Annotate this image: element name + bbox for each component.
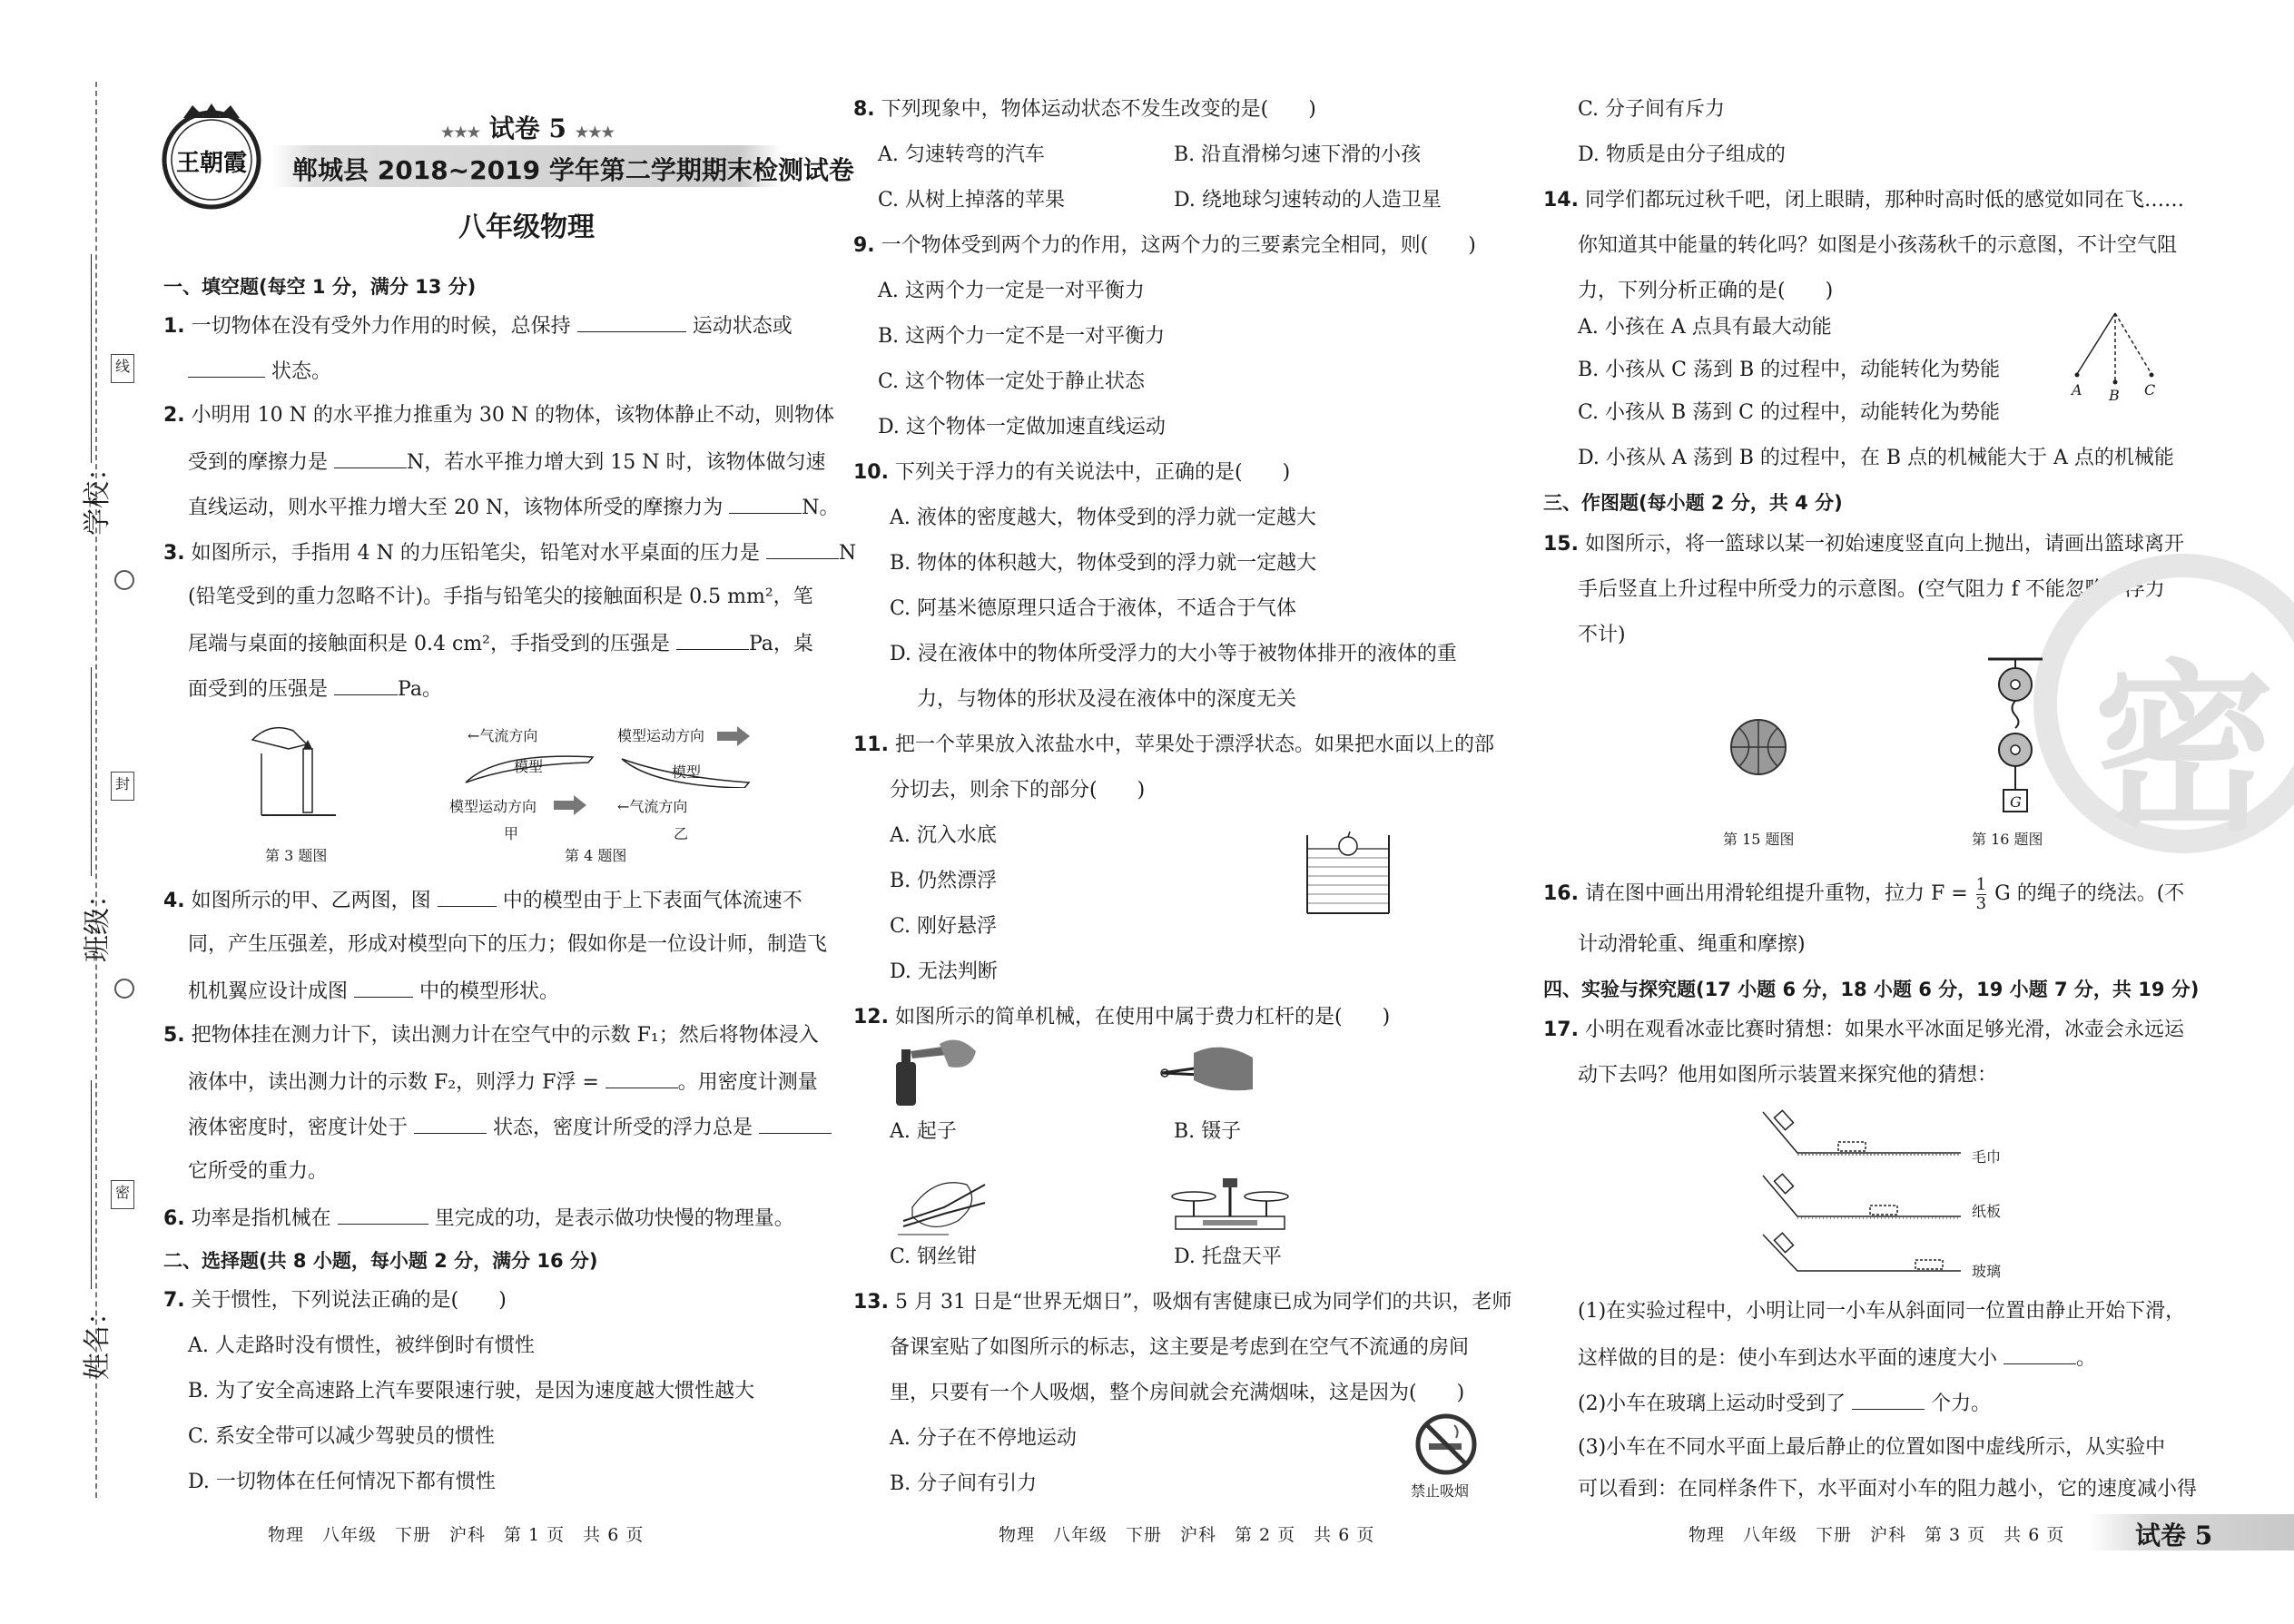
brand-logo	[156, 102, 267, 212]
question-9: 9. 一个物体受到两个力的作用，这两个力的三要素完全相同，则( )	[853, 234, 1476, 257]
school-label: 学校：	[82, 454, 113, 536]
surface-towel: 毛巾	[1972, 1148, 2002, 1166]
question-14-option-b: B. 小孩从 C 荡到 B 的过程中，动能转化为势能	[1578, 359, 2001, 381]
figure-12-tweezers	[1157, 1035, 1257, 1111]
question-11-option-b: B. 仍然漂浮	[890, 870, 998, 892]
question-7-option-b: B. 为了安全高速路上汽车要限速行驶，是因为速度越大惯性越大	[188, 1380, 755, 1403]
question-11-option-d: D. 无法判断	[890, 960, 998, 983]
question-14-line3: 力，下列分析正确的是( )	[1578, 280, 1834, 302]
question-10-option-d1: D. 浸在液体中的物体所受浮力的大小等于被物体排开的液体的重	[890, 643, 1457, 665]
question-8-option-a: A. 匀速转弯的汽车	[878, 143, 1045, 166]
question-1-line1: 1. 一切物体在没有受外力作用的时候，总保持 运动状态或	[163, 311, 793, 340]
fig4-label-jia: 甲	[504, 825, 519, 842]
question-17-part3-line2: 可以看到：在同样条件下，水平面对小车的阻力越小，它的速度减小得	[1578, 1478, 2198, 1501]
figure-16-weight-label: G	[2010, 793, 2022, 811]
school-blank	[91, 254, 92, 463]
class-blank	[91, 667, 92, 876]
question-10-option-b: B. 物体的体积越大，物体受到的浮力就一定越大	[890, 552, 1317, 575]
seal-mark-2: 封	[111, 772, 134, 801]
question-2-line1: 2. 小明用 10 N 的水平推力推重为 30 N 的物体，该物体静止不动，则物体	[163, 404, 835, 427]
fig4-label-yi: 乙	[674, 825, 689, 842]
question-1-line2: 状态。	[188, 357, 331, 386]
question-number: 11.	[853, 733, 889, 756]
footer-page-3: 物理 八年级 下册 沪科 第 3 页 共 6 页	[1689, 1525, 2065, 1545]
figure-12-balance	[1167, 1171, 1294, 1247]
question-6-line1: 6. 功率是指机械在 里完成的功，是表示做功快慢的物理量。	[163, 1204, 794, 1233]
class-label: 班级：	[82, 881, 113, 962]
answer-blank[interactable]	[354, 977, 413, 998]
question-11-line1: 11. 把一个苹果放入浓盐水中，苹果处于漂浮状态。如果把水面以上的部	[853, 733, 1494, 756]
question-8-option-c: C. 从树上掉落的苹果	[878, 189, 1066, 212]
question-3-line3: 尾端与桌面的接触面积是 0.4 cm²，手指受到的压强是 Pa，桌	[188, 629, 813, 658]
question-17-line2: 动下去吗？他用如图所示装置来探究他的猜想：	[1578, 1064, 1998, 1087]
question-15-line2: 手后竖直上升过程中所受力的示意图。(空气阻力 f 不能忽略，浮力	[1578, 578, 2165, 601]
question-17-part2: (2)小车在玻璃上运动时受到了 个力。	[1578, 1389, 1991, 1418]
figure-12-pliers	[894, 1166, 994, 1252]
series-stars-left: ★★★	[441, 123, 481, 141]
exam-title: 郸城县 2018~2019 学年第二学期期末检测试卷	[292, 155, 854, 185]
section-drawing: 三、作图题(每小题 2 分，共 4 分)	[1543, 492, 1843, 514]
question-number: 6.	[163, 1207, 185, 1230]
question-12-option-b: B. 镊子	[1174, 1120, 1242, 1143]
question-17-line1: 17. 小明在观看冰壶比赛时猜想：如果水平冰面足够光滑，冰壶会永远运	[1543, 1019, 2184, 1041]
question-number: 14.	[1543, 189, 1579, 212]
question-14-option-c: C. 小孩从 B 荡到 C 的过程中，动能转化为势能	[1578, 401, 2001, 424]
question-11-line2: 分切去，则余下的部分( )	[890, 779, 1146, 802]
question-number: 2.	[163, 404, 185, 427]
question-number: 5.	[163, 1024, 185, 1047]
fig4-model-motion-2: 模型运动方向	[449, 798, 537, 815]
fig4-air-direction-1: ←气流方向	[468, 727, 538, 744]
figure-4-caption: 第 4 题图	[565, 847, 627, 864]
figure-12-bottle-opener	[885, 1035, 985, 1111]
question-8: 8. 下列现象中，物体运动状态不发生改变的是( )	[853, 98, 1316, 121]
question-5-line1: 5. 把物体挂在测力计下，读出测力计在空气中的示数 F₁；然后将物体浸入	[163, 1024, 819, 1047]
question-10: 10. 下列关于浮力的有关说法中，正确的是( )	[853, 461, 1291, 484]
swing-point-a: A	[2072, 381, 2082, 399]
fig4-model-label-1: 模型	[514, 758, 544, 775]
question-10-option-a: A. 液体的密度越大，物体受到的浮力就一定越大	[890, 507, 1316, 529]
question-17-part1-line2: 这样做的目的是：使小车到达水平面的速度大小 。	[1578, 1343, 2096, 1373]
answer-blank[interactable]	[414, 1113, 487, 1134]
answer-blank[interactable]	[605, 1068, 678, 1088]
question-number: 13.	[853, 1291, 889, 1314]
fig4-model-motion-1: 模型运动方向	[617, 727, 705, 744]
question-number: 15.	[1543, 533, 1579, 556]
question-10-option-c: C. 阿基米德原理只适合于液体，不适合于气体	[890, 597, 1297, 620]
question-8-option-b: B. 沿直滑梯匀速下滑的小孩	[1174, 143, 1422, 166]
question-9-option-d: D. 这个物体一定做加速直线运动	[878, 416, 1166, 438]
stamp-character: 密	[2092, 645, 2275, 856]
swing-point-c: C	[2144, 381, 2156, 399]
section-fill-in: 一、填空题(每空 1 分，满分 13 分)	[163, 276, 477, 298]
question-7-option-d: D. 一切物体在任何情况下都有惯性	[188, 1471, 496, 1493]
surface-glass: 玻璃	[1972, 1263, 2002, 1280]
logo-text: 王朝霞	[175, 150, 248, 177]
question-5-line4: 它所受的重力。	[188, 1160, 329, 1183]
question-11-option-c: C. 刚好悬浮	[890, 915, 998, 938]
question-15-line1: 15. 如图所示，将一篮球以某一初始速度竖直向上抛出，请画出篮球离开	[1543, 533, 2184, 556]
name-label: 姓名：	[82, 1298, 113, 1380]
fraction-denominator: 3	[1975, 893, 1987, 913]
question-14-option-d: D. 小孩从 A 荡到 B 的过程中，在 B 点的机械能大于 A 点的机械能	[1578, 447, 2174, 469]
question-number: 1.	[163, 315, 185, 338]
question-13-option-b: B. 分子间有引力	[890, 1472, 1038, 1495]
section-choice: 二、选择题(共 8 小题，每小题 2 分，满分 16 分)	[163, 1250, 598, 1272]
question-9-option-a: A. 这两个力一定是一对平衡力	[878, 280, 1145, 302]
seal-mark-3: 密	[111, 1180, 134, 1209]
question-number: 3.	[163, 542, 185, 565]
question-13-line2: 备课室贴了如图所示的标志，这主要是考虑到在空气不流通的房间	[890, 1336, 1470, 1359]
figure-15-basketball	[1728, 717, 1788, 781]
question-11-option-a: A. 沉入水底	[890, 824, 997, 847]
question-14-line1: 14. 同学们都玩过秋千吧，闭上眼睛，那种时高时低的感觉如同在飞……	[1543, 189, 2184, 212]
question-13-option-c: C. 分子间有斥力	[1578, 98, 1726, 121]
answer-blank[interactable]	[438, 886, 497, 907]
question-12: 12. 如图所示的简单机械，在使用中属于费力杠杆的是( )	[853, 1006, 1391, 1029]
figure-16-caption: 第 16 题图	[1972, 831, 2043, 848]
question-14-line2: 你知道其中能量的转化吗？如图是小孩荡秋千的示意图，不计空气阻	[1578, 234, 2178, 257]
question-number: 4.	[163, 890, 185, 912]
fig4-arrow-right-1	[717, 726, 750, 750]
question-8-option-d: D. 绕地球匀速转动的人造卫星	[1174, 189, 1442, 212]
question-12-option-a: A. 起子	[890, 1120, 957, 1143]
fraction-numerator: 1	[1975, 874, 1987, 894]
subject-title: 八年级物理	[458, 212, 595, 243]
question-13-line3: 里，只要有一个人吸烟，整个房间就会充满烟味，这是因为( )	[890, 1382, 1465, 1404]
question-number: 8.	[853, 98, 875, 121]
answer-blank[interactable]	[676, 629, 749, 650]
exam-series	[441, 109, 615, 145]
answer-blank[interactable]	[334, 674, 398, 695]
question-16-line2: 计动滑轮重、绳重和摩擦)	[1578, 933, 1806, 956]
answer-blank[interactable]	[1852, 1389, 1925, 1410]
surface-cardboard: 纸板	[1972, 1203, 2002, 1220]
answer-blank[interactable]	[766, 538, 839, 559]
answer-blank[interactable]	[729, 493, 802, 514]
question-13-line1: 13. 5 月 31 日是“世界无烟日”，吸烟有害健康已成为同学们的共识，老师	[853, 1291, 1512, 1314]
question-13-option-d: D. 物质是由分子组成的	[1578, 143, 1786, 166]
question-number: 12.	[853, 1006, 889, 1029]
question-17-part3-line1: (3)小车在不同水平面上最后静止的位置如图中虚线所示，从实验中	[1578, 1436, 2166, 1459]
answer-blank[interactable]	[334, 448, 407, 468]
question-7-option-a: A. 人走路时没有惯性，被绊倒时有惯性	[188, 1334, 535, 1357]
figure-17-slopes	[1761, 1098, 1970, 1284]
fig4-arrow-right-2	[554, 795, 586, 819]
no-smoking-sign	[1414, 1412, 1478, 1480]
figure-11-beaker	[1303, 826, 1393, 920]
question-2-line2: 受到的摩擦力是 N，若水平推力增大到 15 N 时，该物体做匀速	[188, 448, 826, 477]
seal-mark-1: 线	[111, 354, 134, 383]
footer-page-2: 物理 八年级 下册 沪科 第 2 页 共 6 页	[999, 1525, 1375, 1545]
fraction-one-third	[1976, 876, 1986, 913]
question-number: 17.	[1543, 1019, 1579, 1041]
question-number: 10.	[853, 461, 889, 484]
question-16-line1: 16. 请在图中画出用滑轮组提升重物，拉力 F = $\frac{1}{3}$ G 的绳子的绕法。(不	[1543, 874, 2185, 913]
no-smoking-label: 禁止吸烟	[1411, 1482, 1470, 1500]
answer-blank[interactable]	[188, 357, 265, 378]
question-number: 16.	[1543, 882, 1579, 905]
question-13-option-a: A. 分子在不停地运动	[890, 1427, 1077, 1450]
question-3-line2: (铅笔受到的重力忽略不计)。手指与铅笔尖的接触面积是 0.5 mm²，笔	[188, 586, 813, 608]
question-3-line1: 3. 如图所示，手指用 4 N 的力压铅笔尖，铅笔对水平桌面的压力是 N	[163, 538, 856, 567]
question-9-option-b: B. 这两个力一定不是一对平衡力	[878, 325, 1166, 348]
series-stars-right: ★★★	[575, 123, 615, 141]
question-7-option-c: C. 系安全带可以减少驾驶员的惯性	[188, 1425, 496, 1448]
question-10-option-d2: 力，与物体的形状及浸在液体中的深度无关	[917, 688, 1297, 711]
footer-page-1: 物理 八年级 下册 沪科 第 1 页 共 6 页	[268, 1525, 645, 1545]
figure-15-caption: 第 15 题图	[1723, 831, 1795, 848]
question-number: 7.	[163, 1289, 185, 1312]
footer-exam-tag: 试卷 5	[2135, 1521, 2213, 1550]
binding-hole-1	[114, 570, 134, 590]
question-2-line3: 直线运动，则水平推力增大至 20 N，该物体所受的摩擦力为 N。	[188, 493, 840, 522]
question-7: 7. 关于惯性，下列说法正确的是( )	[163, 1289, 507, 1312]
answer-blank[interactable]	[577, 311, 686, 332]
question-3-line4: 面受到的压强是 Pa。	[188, 674, 442, 704]
binding-hole-2	[114, 979, 134, 999]
swing-point-b: B	[2109, 387, 2120, 404]
section-experiment: 四、实验与探究题(17 小题 6 分，18 小题 6 分，19 小题 7 分，共 19 分)	[1543, 979, 2200, 1000]
name-blank	[91, 1080, 92, 1289]
question-15-line3: 不计)	[1578, 624, 1626, 646]
question-4-line2: 同，产生压强差，形成对模型向下的压力；假如你是一位设计师，制造飞	[188, 933, 828, 956]
question-4-line1: 4. 如图所示的甲、乙两图，图 中的模型由于上下表面气体流速不	[163, 886, 802, 915]
fig4-air-direction-2: ←气流方向	[617, 798, 688, 815]
answer-blank[interactable]	[338, 1204, 428, 1225]
question-number: 9.	[853, 234, 875, 257]
figure-3-caption: 第 3 题图	[265, 847, 328, 864]
fig4-model-label-2: 模型	[672, 763, 702, 781]
question-4-line3: 机机翼应设计成图 中的模型形状。	[188, 977, 559, 1006]
question-5-line2: 液体中，读出测力计的示数 F₂，则浮力 F浮 = 。用密度计测量	[188, 1068, 818, 1097]
figure-3-pencil	[234, 717, 343, 839]
series-label: 试卷 5	[488, 113, 567, 143]
question-12-option-c: C. 钢丝钳	[890, 1245, 978, 1268]
binding-line	[95, 82, 97, 1498]
answer-blank[interactable]	[2004, 1343, 2076, 1364]
question-17-part1-line1: (1)在实验过程中，小明让同一小车从斜面同一位置由静止开始下滑，	[1578, 1300, 2186, 1323]
question-5-line3: 液体密度时，密度计处于 状态，密度计所受的浮力总是	[188, 1113, 832, 1142]
answer-blank[interactable]	[759, 1113, 832, 1134]
question-12-option-d: D. 托盘天平	[1174, 1245, 1282, 1268]
question-14-option-a: A. 小孩在 A 点具有最大动能	[1578, 316, 1832, 339]
question-9-option-c: C. 这个物体一定处于静止状态	[878, 370, 1146, 393]
